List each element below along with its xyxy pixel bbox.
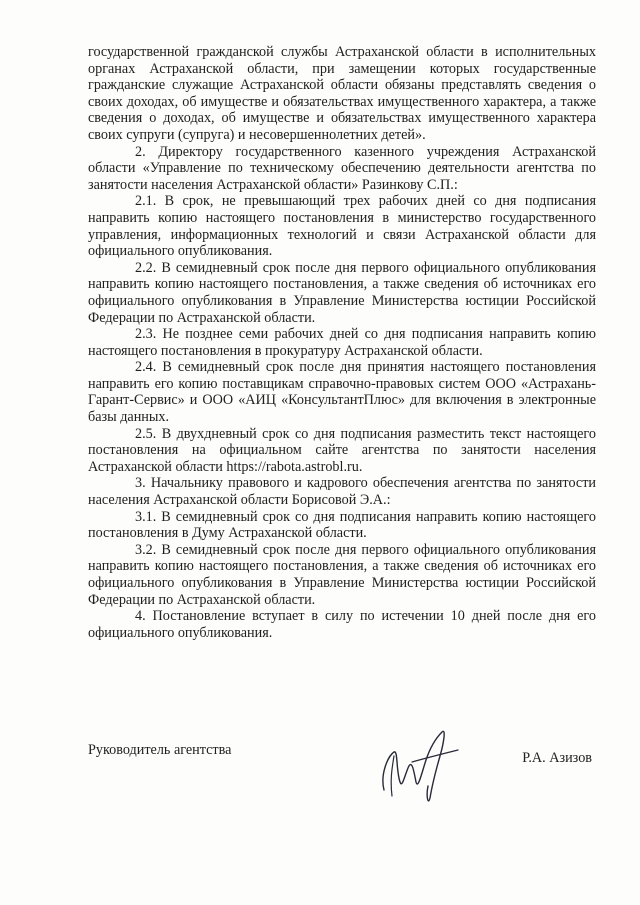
paragraph-2: 2. Директору государственного казенного учреждения Астраханской области «Управление по техническому обеспечению деятельности агентства по занятости населения Астраханской области» Разинкову С.П.: (88, 143, 596, 193)
paragraph-3-2: 3.2. В семидневный срок после дня первого официального опубликования направить копию настоящего постановления, а также сведения об источниках его официального опубликования в Управление Министерства юстиции Российской Федерации по Астраханской области. (88, 541, 596, 608)
paragraph-continuation: государственной гражданской службы Астраханской области в исполнительных органах Астраханской области, при замещении которых государственные гражданские служащие Астраханской области обязаны представлять сведения о своих доходах, об имуществе и обязательствах имущественного характера, а также сведения о доходах, об имуществе и обязательствах имущественного характера своих супруги (супруга) и несовершеннолетних детей». (88, 44, 596, 143)
signatory-name: Р.А. Азизов (522, 750, 592, 766)
paragraph-4: 4. Постановление вступает в силу по истечении 10 дней после дня его официального опубликования. (88, 608, 596, 641)
paragraph-2-1: 2.1. В срок, не превышающий трех рабочих дней со дня подписания направить копию настоящего постановления в министерство государственного управления, информационных технологий и связи Астраханской области для официального опубликования. (88, 193, 596, 260)
paragraph-2-5: 2.5. В двухдневный срок со дня подписания разместить текст настоящего постановления на официальном сайте агентства по занятости населения Астраханской области https://rabota.astrobl.ru. (88, 425, 596, 475)
handwritten-signature (370, 712, 480, 822)
signature-block (88, 712, 600, 822)
document-body (88, 44, 596, 641)
paragraph-3-1: 3.1. В семидневный срок со дня подписания направить копию настоящего постановления в Думу Астраханской области. (88, 508, 596, 542)
paragraph-2-4: 2.4. В семидневный срок после дня принятия настоящего постановления направить его копию поставщикам справочно-правовых систем ООО «Астрахань-Гарант-Сервис» и ООО «АИЦ «КонсультантПлюс» для включения в электронные базы данных. (88, 359, 596, 426)
paragraph-3: 3. Начальнику правового и кадрового обеспечения агентства по занятости населения Астраханской области Борисовой Э.А.: (88, 475, 596, 509)
signatory-position: Руководитель агентства (88, 742, 232, 758)
paragraph-2-2: 2.2. В семидневный срок после дня первого официального опубликования направить копию настоящего постановления, а также сведения об источниках его официального опубликования в Управление Министерства юстиции Российской Федерации по Астраханской области. (88, 259, 596, 326)
paragraph-2-3: 2.3. Не позднее семи рабочих дней со дня подписания направить копию настоящего постановления в прокуратуру Астраханской области. (88, 326, 596, 359)
